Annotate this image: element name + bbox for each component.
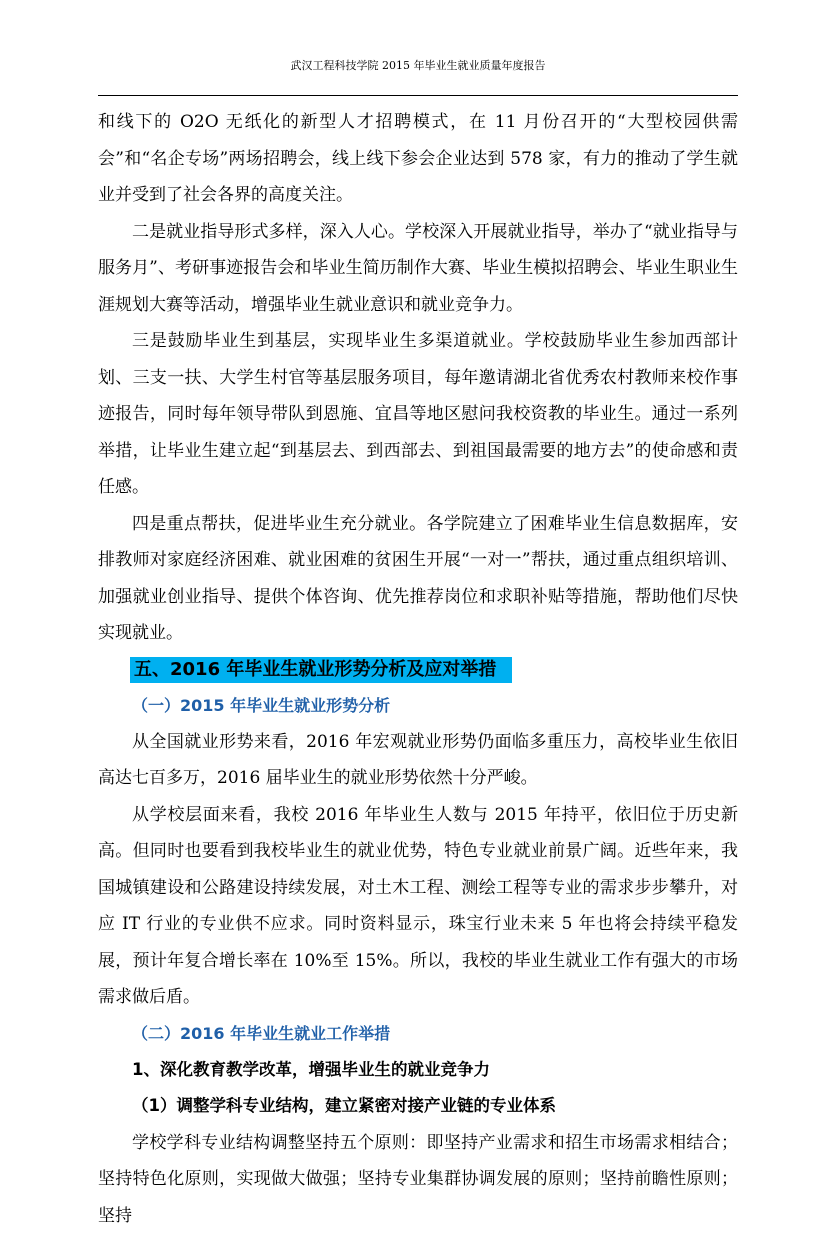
section-heading-row: [98, 652, 738, 688]
point-heading-structure: （1）调整学科专业结构，建立紧密对接产业链的专业体系: [98, 1088, 738, 1125]
paragraph-o2o-recruitment: 和线下的 O2O 无纸化的新型人才招聘模式，在 11 月份召开的“大型校园供需会”和“名企专场”两场招聘会，线上线下参会企业达到 578 家，有力的推动了学生就业并受到了社会各界的高度关注。: [98, 104, 738, 214]
subheading-measures: （二）2016 年毕业生就业工作举措: [98, 1016, 738, 1052]
point-heading-reform: 1、深化教育教学改革，增强毕业生的就业竞争力: [98, 1052, 738, 1089]
section-heading: 五、2016 年毕业生就业形势分析及应对举措: [130, 657, 512, 683]
paragraph-national: 从全国就业形势来看，2016 年宏观就业形势仍面临多重压力，高校毕业生依旧高达七百多万，2016 届毕业生的就业形势依然十分严峻。: [98, 724, 738, 797]
paragraph-guidance: 二是就业指导形式多样，深入人心。学校深入开展就业指导，举办了“就业指导与服务月”、考研事迹报告会和毕业生简历制作大赛、毕业生模拟招聘会、毕业生职业生涯规划大赛等活动，增强毕业生就业意识和就业竞争力。: [98, 214, 738, 324]
paragraph-assistance: 四是重点帮扶，促进毕业生充分就业。各学院建立了困难毕业生信息数据库，安排教师对家庭经济困难、就业困难的贫困生开展“一对一”帮扶，通过重点组织培训、加强就业创业指导、提供个体咨询、优先推荐岗位和求职补贴等措施，帮助他们尽快实现就业。: [98, 506, 738, 652]
document-body: [98, 104, 738, 1234]
paragraph-principles: 学校学科专业结构调整坚持五个原则：即坚持产业需求和招生市场需求相结合；坚持特色化原则，实现做大做强；坚持专业集群协调发展的原则；坚持前瞻性原则；坚持: [98, 1125, 738, 1234]
paragraph-grassroots: 三是鼓励毕业生到基层，实现毕业生多渠道就业。学校鼓励毕业生参加西部计划、三支一扶、大学生村官等基层服务项目，每年邀请湖北省优秀农村教师来校作事迹报告，同时每年领导带队到恩施、宜昌等地区慰问我校资教的毕业生。通过一系列举措，让毕业生建立起“到基层去、到西部去、到祖国最需要的地方去”的使命感和责任感。: [98, 323, 738, 506]
header-rule: [98, 95, 738, 96]
paragraph-school: 从学校层面来看，我校 2016 年毕业生人数与 2015 年持平，依旧位于历史新高。但同时也要看到我校毕业生的就业优势，特色专业就业前景广阔。近些年来，我国城镇建设和公路建设持续发展，对土木工程、测绘工程等专业的需求步步攀升，对应 IT 行业的专业供不应求。同时资料显示，珠宝行业未来 5 年也将会持续平稳发展，预计年复合增长率在 10%至 15%。所以，我校的毕业生就业工作有强大的市场需求做后盾。: [98, 797, 738, 1016]
page-header: 武汉工程科技学院 2015 年毕业生就业质量年度报告: [98, 58, 738, 74]
subheading-situation: （一）2015 年毕业生就业形势分析: [98, 688, 738, 724]
